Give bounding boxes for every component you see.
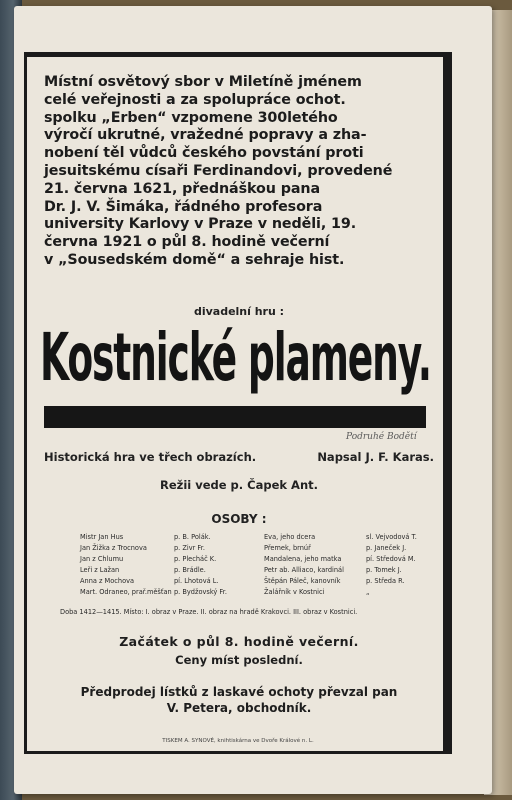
cast-actor: p. Brádle. [174, 566, 206, 574]
cast-role: Štěpán Páleč, kanovník [264, 577, 341, 585]
cast-role: Leři z Lažan [80, 566, 120, 574]
cast-role: Přemek, brnúř [264, 544, 311, 552]
genre-line: divadelní hru : [193, 305, 285, 318]
cast-role: Jan Žižka z Trocnova [80, 544, 147, 552]
cast-actor: p. B. Polák. [174, 533, 211, 541]
printer-credit: TISKEM A. SYNOVÉ, knihtiskárna ve Dvoře Králové n. L. [162, 738, 314, 744]
cast-role: Petr ab. Alliaco, kardinál [264, 566, 344, 574]
prices-line: Ceny míst poslední. [175, 653, 303, 667]
time-and-place-line: Doba 1412—1415. Místo: I. obraz v Praze. II. obraz na hradě Krakovci. III. obraz v Kostnici. [60, 608, 358, 616]
cast-role: Mistr Jan Hus [80, 533, 124, 541]
director-line: Režii vede p. Čapek Ant. [159, 478, 318, 492]
cast-actor: sl. Vejvodová T. [366, 533, 417, 541]
handwritten-note: Podruhé Bodětí [346, 432, 417, 442]
cast-actor: p. Bydžovský Fr. [174, 588, 227, 596]
subtitle-row [44, 450, 434, 464]
cast-role: Mart. Odraneo, prař.měšťan [80, 588, 172, 596]
cast-actor: p. Zivr Fr. [174, 544, 205, 552]
play-subtitle: Historická hra ve třech obrazích. [44, 450, 257, 464]
cast-actor: p. Středa R. [366, 577, 405, 585]
cast-role: Eva, jeho dcera [264, 533, 316, 541]
cast-actor: p. Tomek J. [366, 566, 402, 574]
cast-actor: pí. Středová M. [366, 555, 416, 563]
presale-line: Předprodej lístků z laskavé ochoty převzal pan V. Petera, obchodník. [80, 685, 398, 715]
start-time-line: Začátek o půl 8. hodině večerní. [119, 634, 359, 649]
cast-actor: p. Janeček J. [366, 544, 407, 552]
cast-actor: p. Plecháč K. [174, 555, 217, 563]
cast-actor: „ [366, 588, 370, 596]
cast-role: Jan z Chlumu [80, 555, 124, 563]
cast-role: Anna z Mochova [80, 577, 135, 585]
black-bar-divider [44, 406, 426, 428]
cast-role: Žalářník v Kostnici [264, 588, 325, 596]
cast-list [80, 533, 440, 597]
poster-intro-text: Místní osvětový sbor v Miletíně jménem celé veřejnosti a za spolupráce ochot. spolku „Erben“ vzpomene 300letého výročí ukrutné, vražedné popravy a zha- nobení těl vůdců českého povstání proti jesuitskému císaři Ferdinandovi, provedené 21. června 1621, přednáškou pana Dr. J. V. Šimáka, řádného profesora university Karlovy v Praze v neděli, 19. června 1921 o půl 8. hodině večerní v „Sousedském domě“ a sehraje hist. [44, 74, 393, 268]
cast-heading: OSOBY : [211, 512, 267, 526]
cast-actor: pí. Lhotová L. [174, 577, 219, 585]
cast-role: Mandalena, jeho matka [264, 555, 342, 563]
play-title: Kostnické plameny. [40, 319, 431, 396]
play-author: Napsal J. F. Karas. [317, 450, 434, 464]
